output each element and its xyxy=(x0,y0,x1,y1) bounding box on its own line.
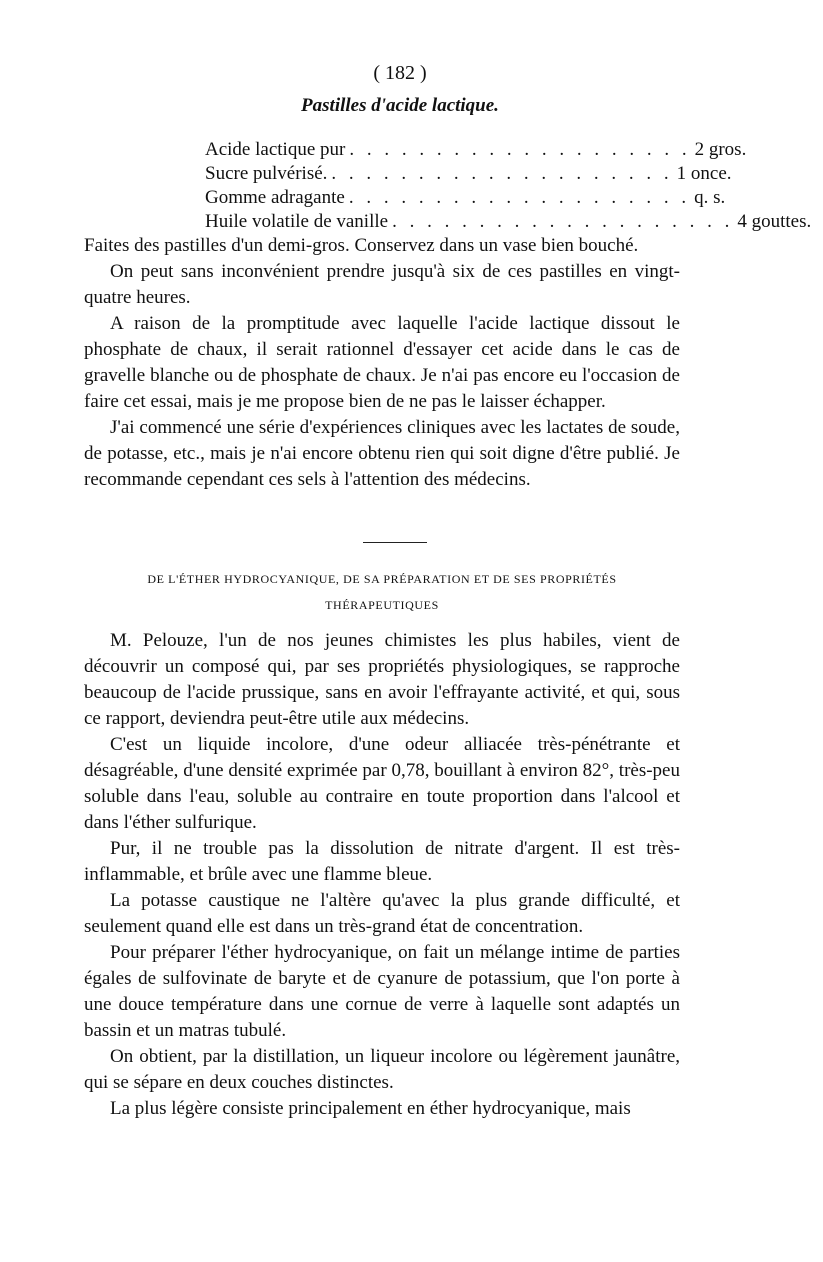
section-text xyxy=(84,628,680,1122)
ingredient-row xyxy=(205,186,726,210)
section-divider xyxy=(363,542,427,543)
paragraph: Faites des pastilles d'un demi-gros. Conservez dans un vase bien bouché. xyxy=(84,235,639,256)
paragraph: La plus légère consiste principalement en éther hydrocyanique, mais xyxy=(110,1098,631,1119)
paragraph: On obtient, par la distillation, un liqueur incolore ou légèrement jaunâtre, qui se sépare en deux couches distinctes. xyxy=(84,1046,680,1093)
ingredient-name: Huile volatile de vanille xyxy=(205,211,389,232)
ingredient-name: Gomme adragante xyxy=(205,187,345,208)
paragraph: C'est un liquide incolore, d'une odeur alliacée très-pénétrante et désagréable, d'une densité exprimée par 0,78, bouillant à environ 82°, très-peu soluble dans l'eau, soluble au contraire en toute proportion dans l'alcool et dans l'éther sulfurique. xyxy=(84,734,680,833)
leader-dots: . . . . . . . . . . . . . . . . . . . . xyxy=(349,139,691,160)
paragraph: J'ai commencé une série d'expériences cliniques avec les lactates de soude, de potasse, etc., mais je n'ai encore obtenu rien qui soit digne d'être publié. Je recommande cependant ces sels à l'attention des médecins. xyxy=(84,417,680,490)
ingredient-quantity: 2 gros. xyxy=(694,139,747,160)
section-heading-line: THÉRAPEUTIQUES xyxy=(325,598,439,612)
paragraph: A raison de la promptitude avec laquelle l'acide lactique dissout le phosphate de chaux, il serait rationnel d'essayer cet acide dans le cas de gravelle blanche ou de phosphate de chaux. Je n'ai pas encore eu l'occasion de faire cet essai, mais je me propose bien de ne pas le laisser échapper. xyxy=(84,313,680,412)
ingredient-row xyxy=(205,210,812,234)
paragraph: M. Pelouze, l'un de nos jeunes chimistes les plus habiles, vient de découvrir un composé qui, par ses propriétés physiologiques, se rapproche beaucoup de l'acide prussique, sans en avoir l'effrayante activité, et qui, sous ce rapport, deviendra peut-être utile aux médecins. xyxy=(84,630,680,729)
recipe-text xyxy=(84,233,680,493)
ingredient-quantity: q. s. xyxy=(694,187,726,208)
ingredient-row xyxy=(205,162,732,186)
paragraph: Pour préparer l'éther hydrocyanique, on fait un mélange intime de parties égales de sulfovinate de baryte et de cyanure de potassium, que l'on porte à une douce température dans une cornue de verre à laquelle sont adaptés un bassin et un matras tubulé. xyxy=(84,942,680,1041)
section-heading xyxy=(84,566,680,618)
paragraph: On peut sans inconvénient prendre jusqu'à six de ces pastilles en vingt-quatre heures. xyxy=(84,261,680,308)
ingredient-quantity: 4 gouttes. xyxy=(737,211,812,232)
ingredient-quantity: 1 once. xyxy=(676,163,732,184)
ingredient-name: Sucre pulvérisé. xyxy=(205,163,328,184)
paragraph: La potasse caustique ne l'altère qu'avec la plus grande difficulté, et seulement quand elle est dans un très-grand état de concentration. xyxy=(84,890,680,937)
paragraph: Pur, il ne trouble pas la dissolution de nitrate d'argent. Il est très-inflammable, et brûle avec une flamme bleue. xyxy=(84,838,680,885)
ingredient-name: Acide lactique pur xyxy=(205,139,346,160)
leader-dots: . . . . . . . . . . . . . . . . . . . . xyxy=(392,211,734,232)
page-number: ( 182 ) xyxy=(373,62,427,84)
section-heading-line: DE L'ÉTHER HYDROCYANIQUE, DE SA PRÉPARATION ET DE SES PROPRIÉTÉS xyxy=(147,572,617,586)
recipe-ingredients xyxy=(205,138,812,234)
leader-dots: . . . . . . . . . . . . . . . . . . . . xyxy=(331,163,673,184)
ingredient-row xyxy=(205,138,747,162)
leader-dots: . . . . . . . . . . . . . . . . . . . . xyxy=(348,187,691,208)
recipe-title: Pastilles d'acide lactique. xyxy=(301,95,499,116)
